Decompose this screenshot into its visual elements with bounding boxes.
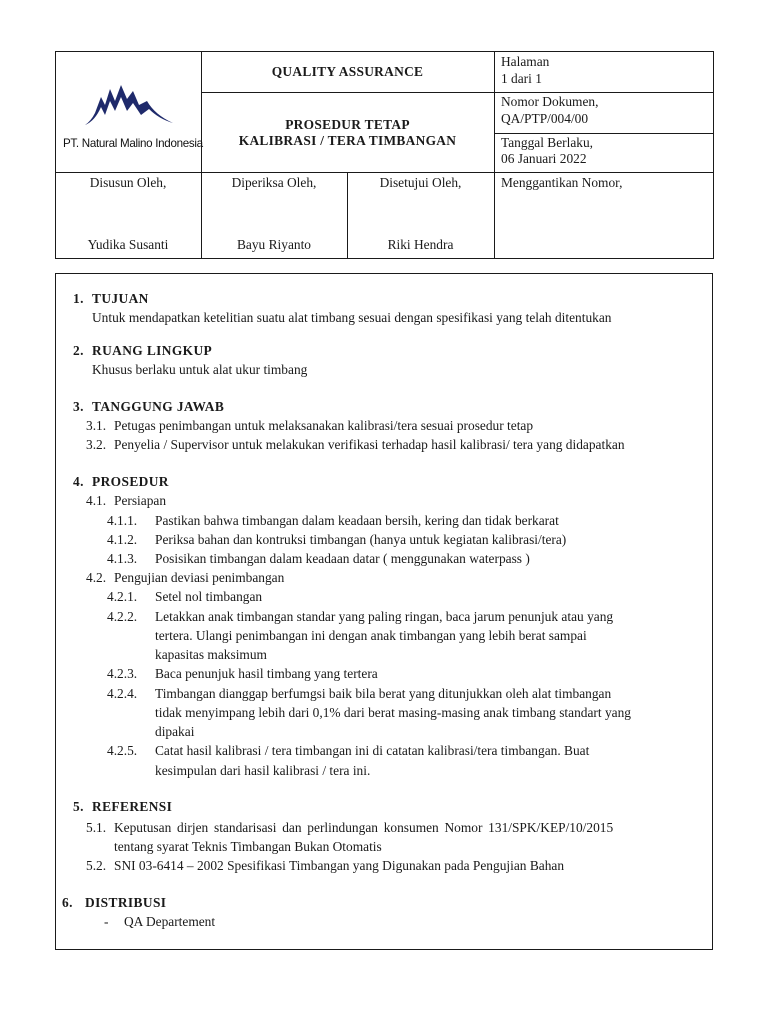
list-item-number: 3.2. [86,437,107,452]
section-1-number: 1. [73,291,84,306]
list-item-number: 4.1.3. [107,551,138,566]
page-label: Halaman [501,54,550,69]
list-item-text: Periksa bahan dan kontruksi timbangan (hanya untuk kegiatan kalibrasi/tera) [155,532,567,547]
list-item-text: tertera. Ulangi penimbangan ini dengan anak timbangan yang lebih berat sampai [155,628,587,643]
list-item-text: dipakai [155,724,195,739]
document-number-label: Nomor Dokumen, [501,94,599,109]
list-item-text: kapasitas maksimum [155,647,267,662]
list-item-number: 4.2.3. [107,666,138,681]
section-2-title: RUANG LINGKUP [92,343,213,358]
list-item-text: Catat hasil kalibrasi / tera timbangan ini di catatan kalibrasi/tera timbangan. Buat [155,743,590,758]
company-name: PT. Natural Malino Indonesia [63,137,203,150]
list-item-text: SNI 03-6414 – 2002 Spesifikasi Timbangan yang Digunakan pada Pengujian Bahan [114,858,565,873]
approved-by-name: Riki Hendra [387,237,454,252]
list-item-number: 3.1. [86,418,107,433]
list-item-text: Baca penunjuk hasil timbang yang tertera [155,666,378,681]
list-item-number: 4.2.4. [107,686,138,701]
list-item-number: 5.1. [86,820,107,835]
list-item-text: Penyelia / Supervisor untuk melakukan verifikasi terhadap hasil kalibrasi/ tera yang didapatkan [114,437,625,452]
subsection-title: Persiapan [114,493,167,508]
document-number-value: QA/PTP/004/00 [501,111,589,126]
list-item-text: tidak menyimpang lebih dari 0,1% dari berat masing-masing anak timbang standart yang [155,705,631,720]
list-item-number: 4.2.1. [107,589,138,604]
checked-by-label: Diperiksa Oleh, [231,175,317,190]
document-header-table [55,51,714,259]
effective-date-value: 06 Januari 2022 [501,151,587,166]
list-item-text: Letakkan anak timbangan standar yang paling ringan, baca jarum penunjuk atau yang [155,609,614,624]
list-item-text: tentang syarat Teknis Timbangan Bukan Otomatis [114,839,382,854]
list-item-text: Setel nol timbangan [155,589,263,604]
section-5-title: REFERENSI [92,799,173,814]
mountain-logo-icon [63,75,196,135]
section-4-title: PROSEDUR [92,474,169,489]
list-item-text: QA Departement [124,914,216,929]
prepared-by-label: Disusun Oleh, [89,175,167,190]
prepared-by-name: Yudika Susanti [87,237,169,252]
list-item-number: 5.2. [86,858,107,873]
list-item-number: 4.2.2. [107,609,138,624]
approved-by-label: Disetujui Oleh, [379,175,462,190]
list-item-text: Keputusan dirjen standarisasi dan perlindungan konsumen Nomor 131/SPK/KEP/10/2015 [114,820,614,835]
section-6-number: 6. [62,895,73,910]
list-item-text: kesimpulan dari hasil kalibrasi / tera ini. [155,763,371,778]
company-logo [63,75,203,155]
subsection-number: 4.2. [86,570,107,585]
procedure-title-line1: PROSEDUR TETAP [285,117,410,132]
section-1-title: TUJUAN [92,291,149,306]
department-title: QUALITY ASSURANCE [271,64,424,79]
page-value: 1 dari 1 [501,71,542,86]
effective-date-label: Tanggal Berlaku, [501,135,594,150]
list-bullet: - [104,914,109,929]
list-item-number: 4.1.2. [107,532,138,547]
procedure-title-line2: KALIBRASI / TERA TIMBANGAN [238,133,457,148]
list-item-number: 4.2.5. [107,743,138,758]
section-1-text: Untuk mendapatkan ketelitian suatu alat timbang sesuai dengan spesifikasi yang telah ditentukan [92,310,612,325]
list-item-text: Posisikan timbangan dalam keadaan datar ( menggunakan waterpass ) [155,551,530,566]
replaces-number-label: Menggantikan Nomor, [501,175,623,190]
subsection-number: 4.1. [86,493,107,508]
list-item-text: Petugas penimbangan untuk melaksanakan kalibrasi/tera sesuai prosedur tetap [114,418,534,433]
list-item-text: Pastikan bahwa timbangan dalam keadaan bersih, kering dan tidak berkarat [155,513,559,528]
section-2-text: Khusus berlaku untuk alat ukur timbang [92,362,308,377]
subsection-title: Pengujian deviasi penimbangan [114,570,285,585]
section-4-number: 4. [73,474,84,489]
section-2-number: 2. [73,343,84,358]
section-6-title: DISTRIBUSI [85,895,167,910]
list-item-text: Timbangan dianggap berfumgsi baik bila berat yang ditunjukkan oleh alat timbangan [155,686,612,701]
section-5-number: 5. [73,799,84,814]
section-3-number: 3. [73,399,84,414]
section-3-title: TANGGUNG JAWAB [92,399,225,414]
checked-by-name: Bayu Riyanto [236,237,311,252]
list-item-number: 4.1.1. [107,513,138,528]
